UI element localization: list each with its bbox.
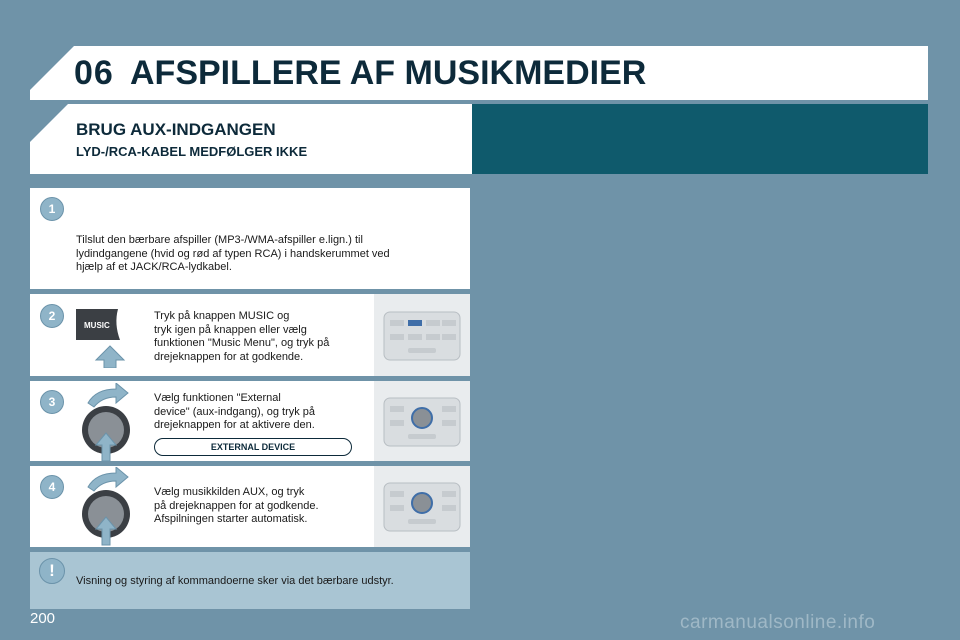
radio-panel-icon	[382, 390, 462, 454]
section-band	[470, 104, 928, 174]
text-line: drejeknappen for at aktivere den.	[154, 419, 315, 431]
text-line: Afspilningen starter automatisk.	[154, 513, 308, 525]
step-1-text	[76, 234, 390, 275]
step-number-badge: 4	[40, 475, 64, 499]
watermark: carmanualsonline.info	[680, 612, 876, 633]
text-line: tryk igen på knappen eller vælg	[154, 323, 307, 336]
text-line: device" (aux-indgang), og tryk på	[154, 405, 316, 418]
radio-panel-icon	[382, 475, 462, 539]
text-line: drejeknappen for at godkende.	[154, 350, 304, 363]
section-subtitle: LYD-/RCA-KABEL MEDFØLGER IKKE	[76, 144, 308, 159]
step-3-text	[154, 392, 315, 433]
music-button-icon	[74, 306, 146, 368]
chapter-number: 06	[74, 54, 114, 92]
step-4-text	[154, 486, 319, 527]
warning-icon: !	[39, 558, 65, 584]
step-2-text	[154, 310, 329, 364]
text-line: Vælg musikkilden AUX, og tryk	[154, 486, 305, 498]
section-title: BRUG AUX-INDGANGEN	[76, 120, 276, 139]
rotary-knob-icon	[76, 383, 136, 463]
rotary-knob-icon	[76, 467, 136, 547]
music-button-label: MUSIC	[84, 321, 110, 330]
note-text: Visning og styring af kommandoerne sker via det bærbare udstyr.	[76, 575, 394, 587]
text-line: lydindgangene (hvid og rød af typen RCA) i handskerummet ved	[76, 247, 390, 260]
text-line: Tryk på knappen MUSIC og	[154, 310, 290, 322]
radio-panel-icon	[382, 304, 462, 368]
chapter-title: AFSPILLERE AF MUSIKMEDIER	[130, 54, 647, 92]
text-line: Vælg funktionen "External	[154, 392, 281, 404]
step-number-badge: 1	[40, 197, 64, 221]
external-device-menu-item: EXTERNAL DEVICE	[154, 438, 352, 456]
step-number-badge: 2	[40, 304, 64, 328]
text-line: hjælp af et JACK/RCA-lydkabel.	[76, 261, 232, 273]
page-number: 200	[30, 610, 56, 627]
text-line: Tilslut den bærbare afspiller (MP3-/WMA-afspiller e.lign.) til	[76, 234, 363, 246]
text-line: på drejeknappen for at godkende.	[154, 499, 319, 512]
step-number-badge: 3	[40, 390, 64, 414]
text-line: funktionen "Music Menu", og tryk på	[154, 337, 330, 349]
